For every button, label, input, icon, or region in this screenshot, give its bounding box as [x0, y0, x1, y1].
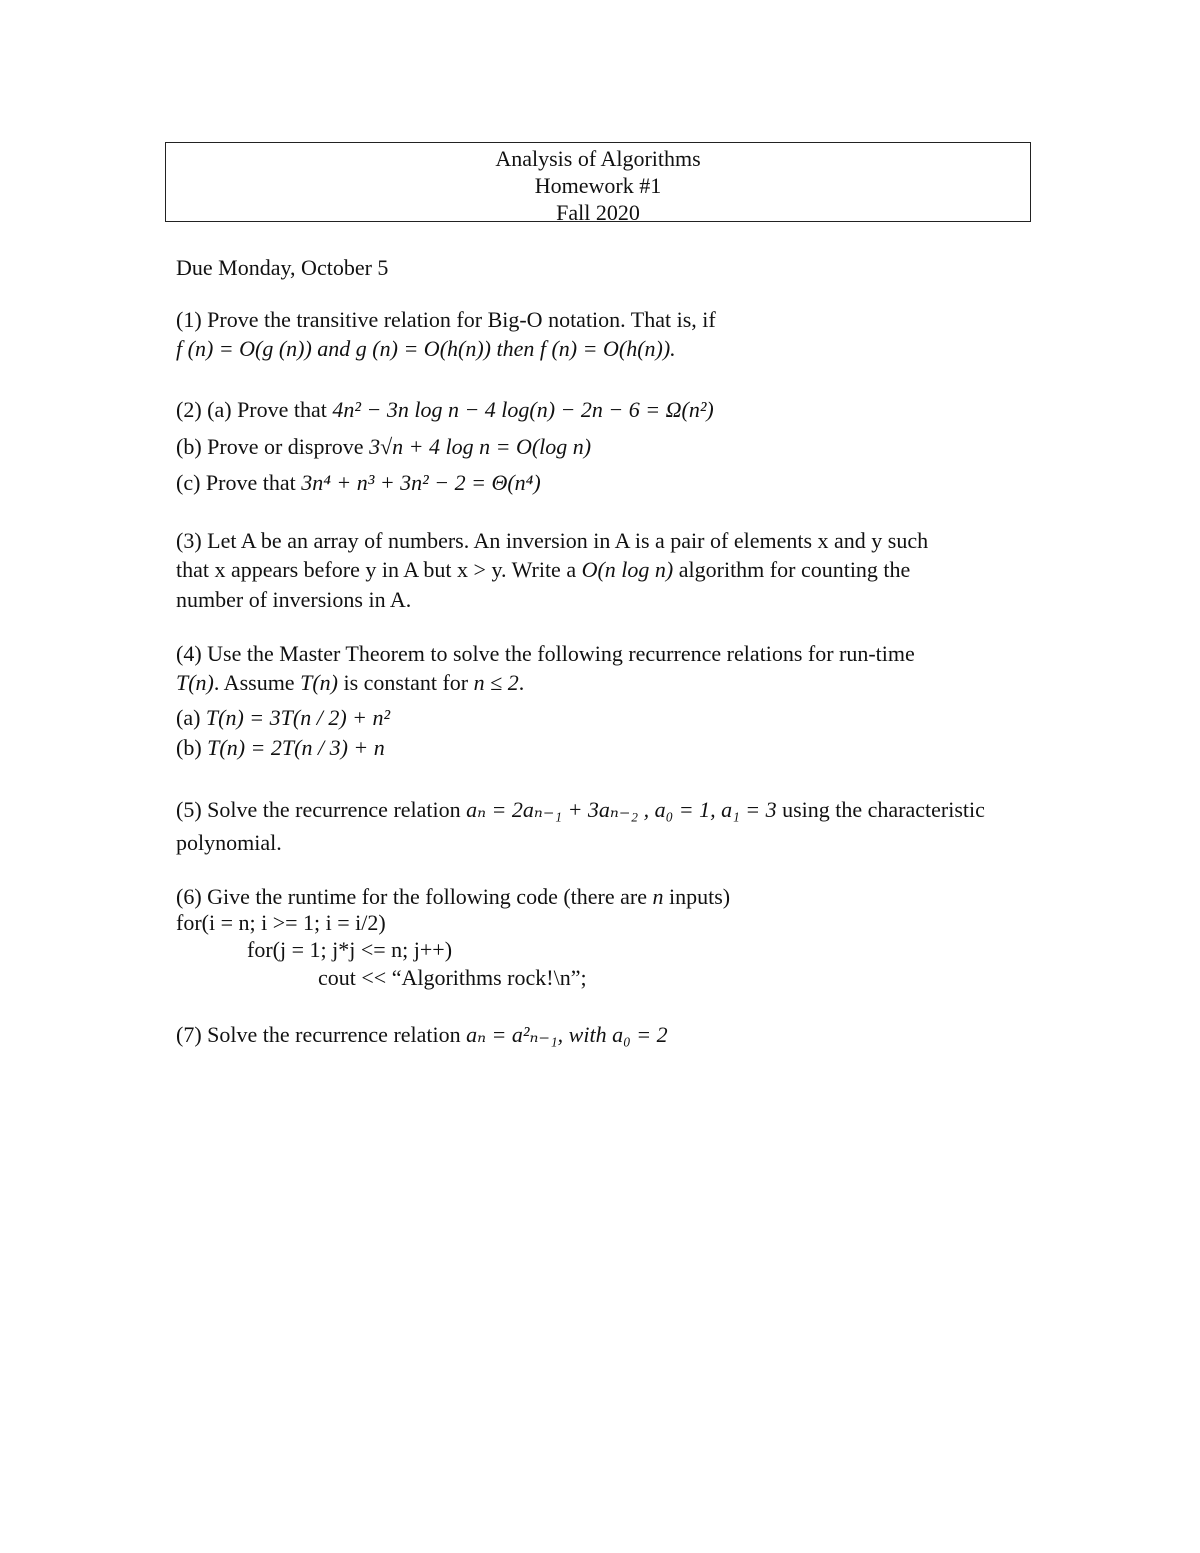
problem-5-math: aₙ = 2aₙ₋₁ + 3aₙ₋₂ , a₀ = 1, a₁ = 3	[466, 797, 777, 822]
problem-3-line2-b: algorithm for counting the	[678, 557, 911, 582]
problem-3-line1: (3) Let A be an array of numbers. An inversion in A is a pair of elements x and y such	[176, 528, 929, 553]
problem-6-var: n	[652, 884, 664, 909]
problem-3-line2-a: that x appears before y in A but x > y. Write a	[176, 557, 577, 582]
problem-2c-math: 3n⁴ + n³ + 3n² − 2 = Θ(n⁴)	[301, 470, 541, 495]
problem-5-line2: polynomial.	[176, 830, 282, 855]
term: Fall 2020	[556, 200, 640, 225]
problem-2b-label: (b) Prove or disprove	[176, 434, 364, 459]
problem-4a-math: T(n) = 3T(n / 2) + n²	[205, 705, 391, 730]
problem-3-line3: number of inversions in A.	[176, 587, 412, 612]
problem-5-line1	[176, 795, 985, 825]
code-inner-loop: for(j = 1; j*j <= n; j++)	[247, 937, 453, 962]
problem-2c-label: (c) Prove that	[176, 470, 296, 495]
problem-5-tail: using the characteristic	[782, 797, 985, 822]
problem-4-bound: n ≤ 2	[473, 670, 519, 695]
problem-6-text-b: inputs)	[668, 884, 731, 909]
problem-2b	[176, 432, 591, 462]
problem-2c	[176, 468, 541, 498]
code-output: cout << “Algorithms rock!\n”;	[318, 965, 587, 990]
assignment-title: Homework #1	[534, 173, 662, 198]
problem-4-line1: (4) Use the Master Theorem to solve the following recurrence relations for run-time	[176, 641, 915, 666]
problem-2a-math: 4n² − 3n log n − 4 log(n) − 2n − 6 = Ω(n²)	[332, 397, 714, 422]
problem-3-line2	[176, 555, 910, 585]
problem-4a	[176, 703, 390, 733]
problem-1-math: f (n) = O(g (n)) and g (n) = O(h(n)) then f (n) = O(h(n)).	[176, 336, 676, 361]
problem-1-text: (1) Prove the transitive relation for Big-O notation. That is, if	[176, 307, 716, 332]
problem-2a	[176, 395, 714, 425]
problem-4b	[176, 733, 385, 763]
title-box	[165, 142, 1031, 225]
problem-7	[176, 1020, 668, 1050]
problem-4-tn-2: T(n)	[300, 670, 338, 695]
problem-5-label: (5) Solve the recurrence relation	[176, 797, 461, 822]
problem-2a-label: (2) (a) Prove that	[176, 397, 327, 422]
problem-4-constant: is constant for	[343, 670, 469, 695]
problem-2b-math: 3√n + 4 log n = O(log n)	[369, 434, 592, 459]
course-title: Analysis of Algorithms	[495, 146, 701, 171]
problem-3-bigo: O(n log n)	[581, 557, 674, 582]
problem-7-label: (7) Solve the recurrence relation	[176, 1022, 461, 1047]
problem-7-math: aₙ = a²ₙ₋₁, with a₀ = 2	[466, 1022, 668, 1047]
problem-4b-label: (b)	[176, 735, 202, 760]
problem-4-assume: . Assume	[213, 670, 295, 695]
problem-4-tn: T(n)	[176, 670, 214, 695]
problem-6-text-a: (6) Give the runtime for the following code (there are	[176, 884, 647, 909]
problem-4b-math: T(n) = 2T(n / 3) + n	[207, 735, 385, 760]
problem-4-line2: T(n). Assume T(n) is constant for n ≤ 2.	[176, 670, 525, 695]
due-date: Due Monday, October 5	[176, 255, 389, 280]
code-outer-loop: for(i = n; i >= 1; i = i/2)	[176, 910, 386, 935]
problem-4a-label: (a)	[176, 705, 201, 730]
